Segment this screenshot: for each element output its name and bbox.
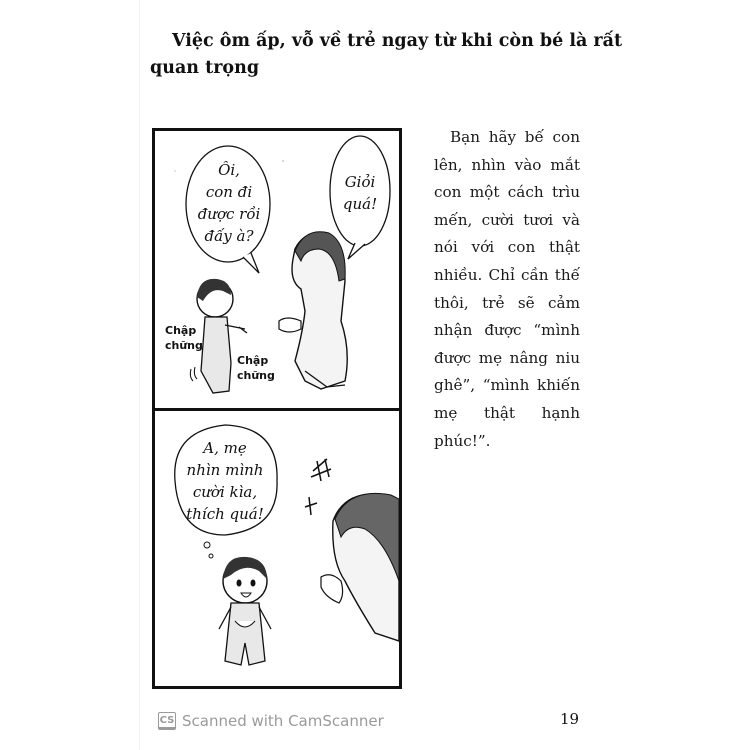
bubble-line: được rồi [197,205,261,223]
bubble-line: nhìn mình [186,461,264,479]
body-line: thôi, trẻ sẽ cảm [434,293,580,312]
sound-effect-toddling-right [237,353,275,383]
sfx-line: chững [165,339,203,352]
body-line: được mẹ nâng niu [434,348,580,367]
thought-bubble-child [177,437,273,525]
camscanner-logo-icon: CS [158,712,176,730]
comic-panel-1 [155,131,399,408]
body-line: mến, cười tươi và [434,210,580,229]
sound-effect-toddling-left [165,323,203,353]
sfx-line: Chập [237,354,269,367]
section-heading [150,28,623,82]
body-line: con một cách trìu [434,183,580,202]
bubble-line: Giỏi [344,173,376,191]
body-line: nhận được “mình [434,321,580,340]
watermark-text: Scanned with CamScanner [182,712,384,730]
sfx-line: Chập [165,324,197,337]
body-paragraph [434,124,580,455]
bubble-line: Ôi, [218,161,240,179]
speech-bubble-praise [335,171,385,215]
body-line: nhiều. Chỉ cần thế [434,265,580,284]
comic-panel-2 [155,411,399,686]
body-line: ghê”, “mình khiến [434,376,580,395]
comic-strip [152,128,402,689]
body-line: Bạn hãy bế con [450,128,580,146]
camscanner-watermark [158,712,384,730]
heading-line-2: quan trọng [150,58,260,78]
heading-line-1: Việc ôm ấp, vỗ về trẻ ngay từ khi còn bé là rất [172,31,623,51]
body-line: nói với con thật [434,238,580,257]
bubble-line: thích quá! [186,505,264,523]
bubble-line: cười kìa, [192,483,258,501]
bubble-line: con đi [205,183,253,201]
speech-bubble-mother [191,159,267,247]
body-line: mẹ thật hạnh [434,403,580,422]
page-edge [139,0,140,750]
bubble-line: đấy à? [204,227,254,245]
sfx-line: chững [237,369,275,382]
bubble-line: A, mẹ [203,439,247,457]
body-line: phúc!”. [434,431,491,450]
page-number: 19 [560,710,580,728]
bubble-line: quá! [342,195,378,213]
body-line: lên, nhìn vào mắt [434,155,580,174]
